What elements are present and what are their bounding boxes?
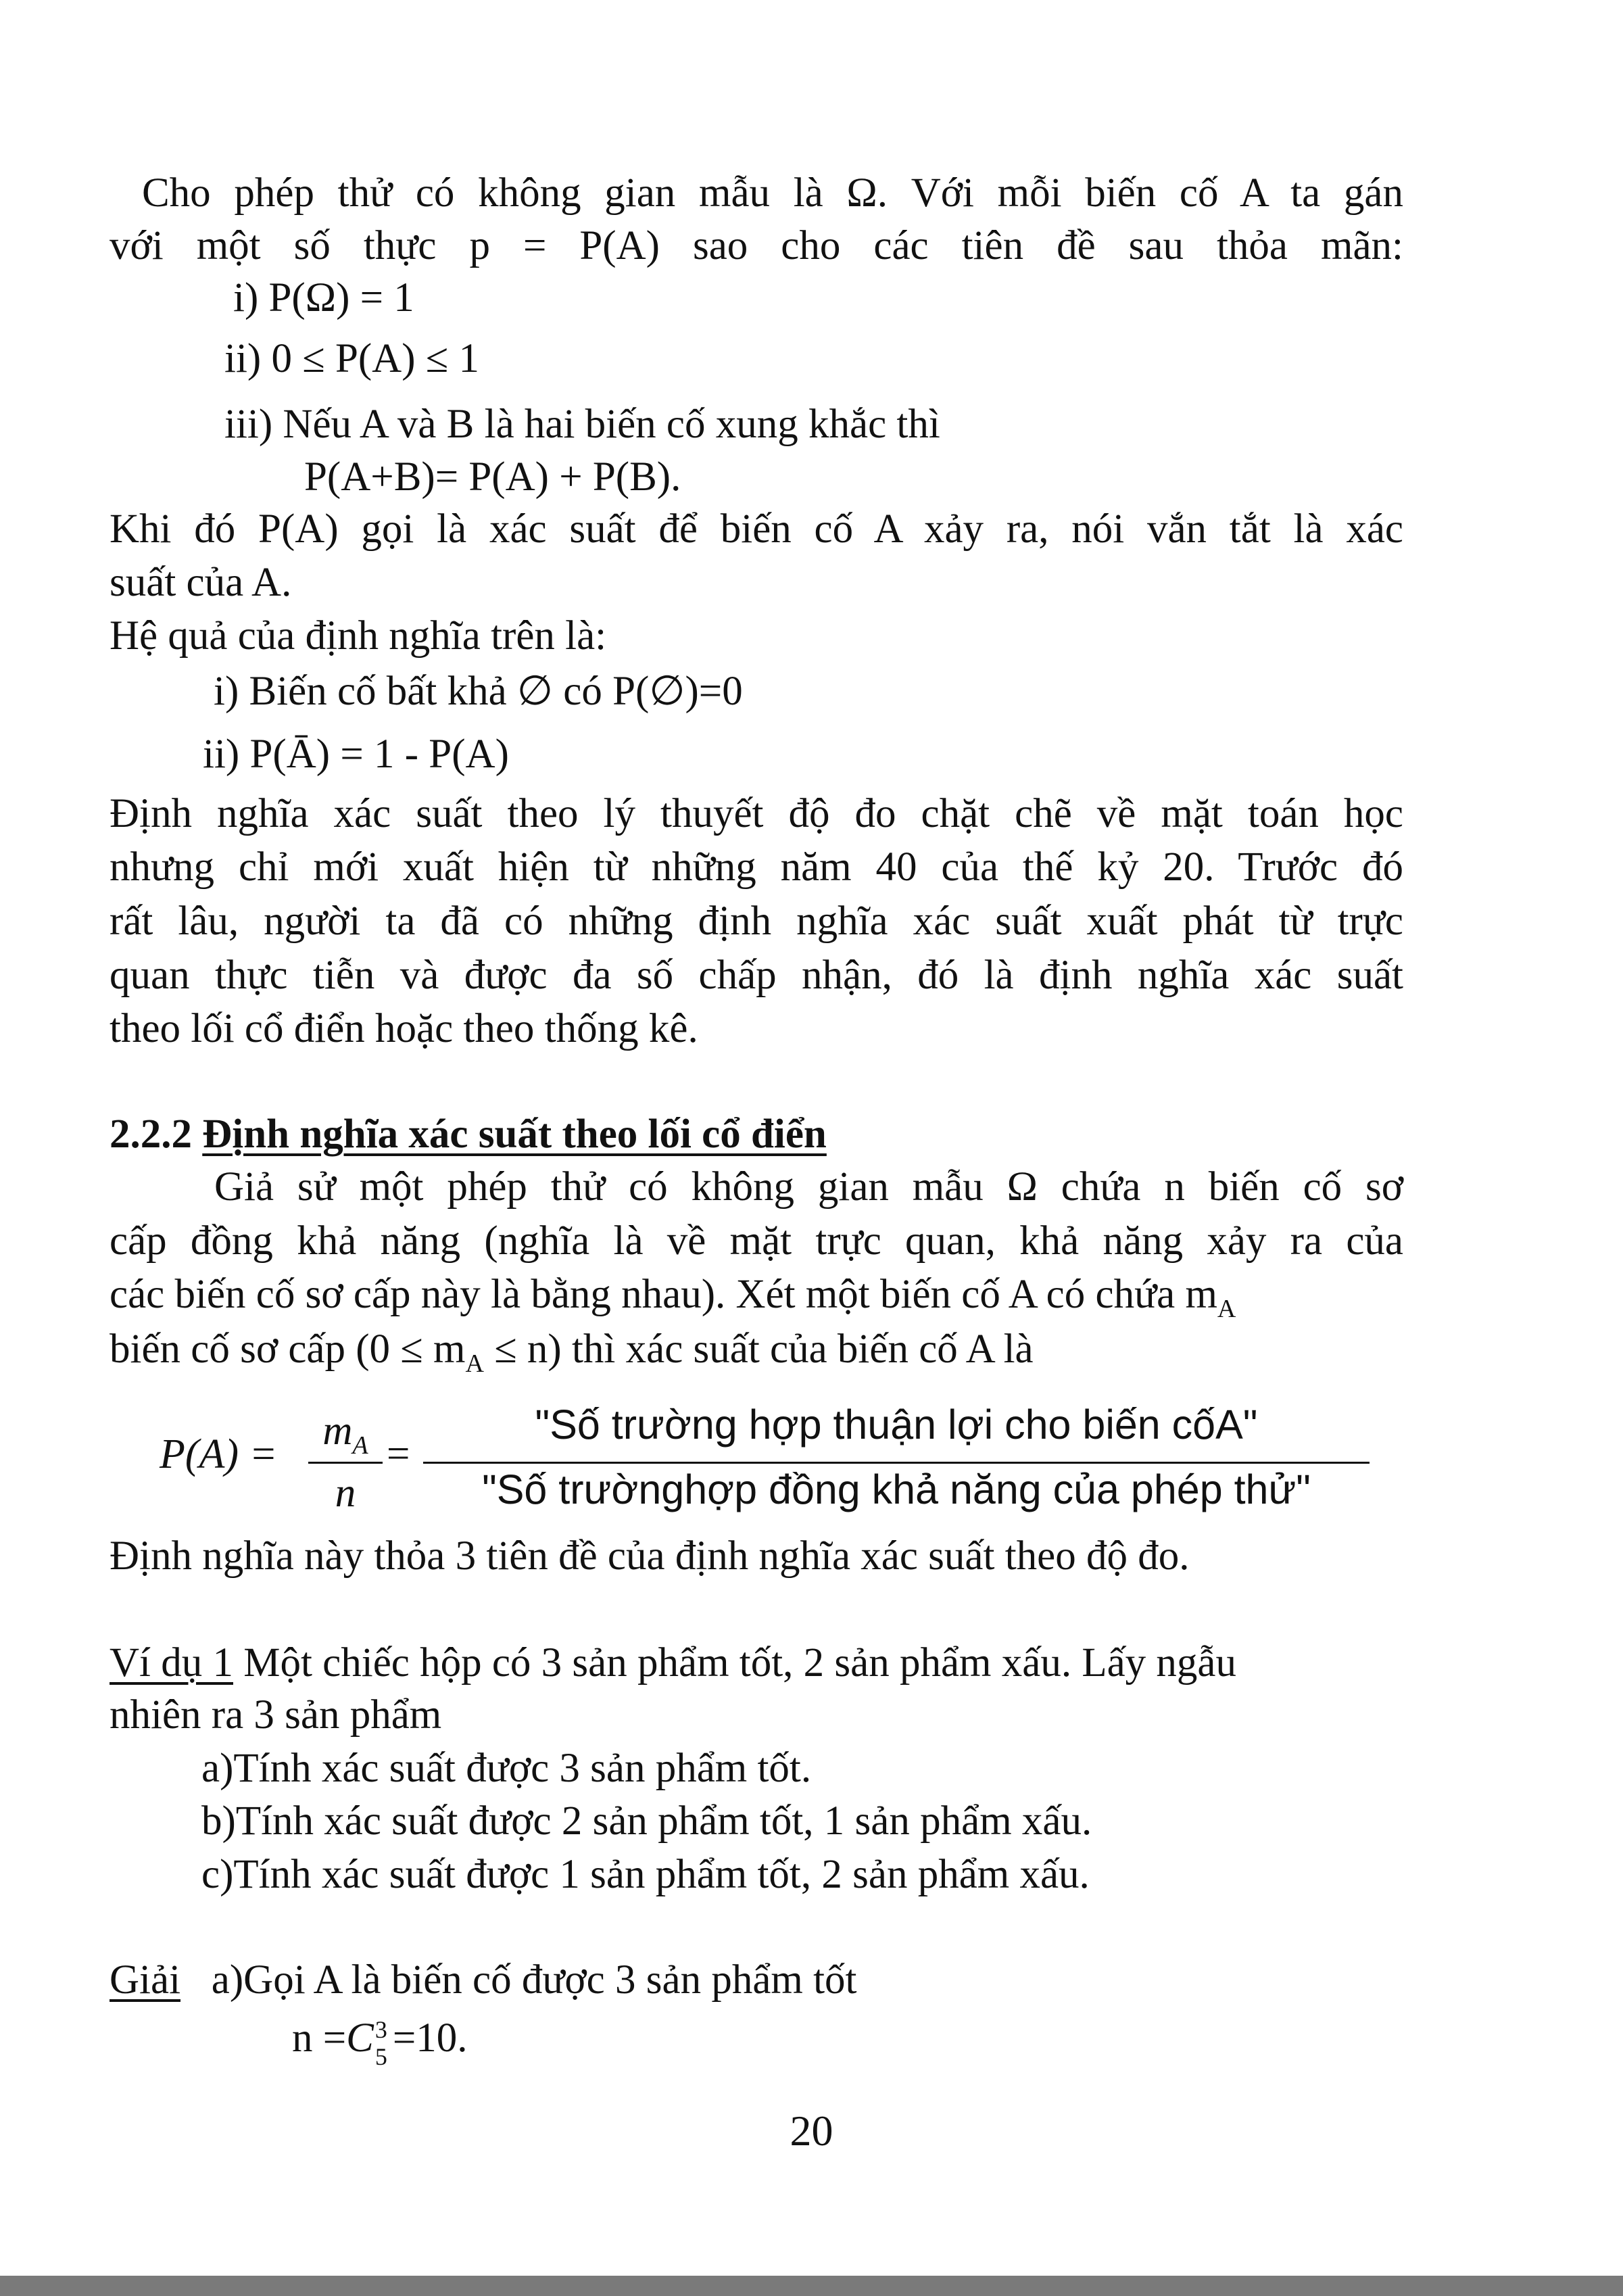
example-line-1: Ví dụ 1 Một chiếc hộp có 3 sản phẩm tốt, 2 sản phẩm xấu. Lấy ngẫu xyxy=(110,1640,1236,1685)
example-line-2: nhiên ra 3 sản phẩm xyxy=(110,1692,442,1738)
section-line-3: các biến cố sơ cấp này là bằng nhau). Xét một biến cố A có chứa $m_A$ xyxy=(110,1272,1236,1323)
corollary-1: i) Biến cố bất khả ∅ có P(∅)=0 xyxy=(214,669,743,714)
fraction-bar xyxy=(423,1462,1370,1464)
section-heading xyxy=(110,1110,827,1159)
axiom-2: ii) 0 ≤ P(A) ≤ 1 xyxy=(224,336,480,381)
example-part-a: a)Tính xác suất được 3 sản phẩm tốt. xyxy=(201,1746,812,1791)
example-part-b: b)Tính xác suất được 2 sản phẩm tốt, 1 sản phẩm xấu. xyxy=(201,1798,1092,1844)
classical-probability-formula xyxy=(160,1391,1376,1520)
fraction-verbal xyxy=(423,1391,1370,1520)
example-part-c: c)Tính xác suất được 1 sản phẩm tốt, 2 sản phẩm xấu. xyxy=(201,1852,1090,1897)
subscript: A xyxy=(1217,1295,1236,1323)
fraction-numerator: $m_A$ xyxy=(322,1408,368,1460)
paragraph-line: quan thực tiễn và được đa số chấp nhận, đó là định nghĩa xác suất xyxy=(110,953,1403,998)
paragraph-line: nhưng chỉ mới xuất hiện từ những năm 40 của thế kỷ 20. Trước đó xyxy=(110,844,1403,890)
formula-remark: Định nghĩa này thỏa 3 tiên đề của định nghĩa xác suất theo độ đo. xyxy=(110,1533,1190,1579)
paragraph-line: Định nghĩa xác suất theo lý thuyết độ đo chặt chẽ về mặt toán học xyxy=(110,791,1403,836)
fraction-m-over-n xyxy=(308,1391,383,1520)
fraction-denominator: n xyxy=(335,1470,356,1516)
bottom-edge-bar xyxy=(0,2276,1623,2296)
intro-line-3: Khi đó P(A) gọi là xác suất để biến cố A xảy ra, nói vắn tắt là xác xyxy=(110,506,1403,552)
section-line-1: Giả sử một phép thử có không gian mẫu Ω chứa n biến cố sơ xyxy=(214,1164,1403,1210)
axiom-3-formula: P(A+B)= P(A) + P(B). xyxy=(304,454,681,500)
equals-sign: = xyxy=(387,1431,410,1477)
paragraph-line: rất lâu, người ta đã có những định nghĩa xác suất xuất phát từ trực xyxy=(110,899,1403,944)
page-number: 20 xyxy=(790,2107,833,2155)
corollary-heading: Hệ quả của định nghĩa trên là: xyxy=(110,613,607,659)
solution-label: Giải xyxy=(110,1957,181,2003)
paragraph-line: theo lối cổ điển hoặc theo thống kê. xyxy=(110,1006,698,1051)
example-label: Ví dụ 1 xyxy=(110,1640,233,1685)
intro-line-4: suất của A. xyxy=(110,560,292,605)
formula-lhs: P(A) = xyxy=(160,1431,278,1477)
intro-line-2: với một số thực p = P(A) sao cho các tiên đề sau thỏa mãn: xyxy=(110,223,1403,268)
solution-line-2: n =C 3 5 =10. xyxy=(292,2015,468,2070)
section-line-4: biến cố sơ cấp $(0 \le m_A \le n)$ thì xác suất của biến cố A là xyxy=(110,1326,1034,1378)
solution-line-1: Giải a)Gọi A là biến cố được 3 sản phẩm tốt xyxy=(110,1957,857,2003)
axiom-1: i) P(Ω) = 1 xyxy=(233,275,414,320)
fraction-numerator-text: "Số trường hợp thuận lợi cho biến cốA" xyxy=(535,1402,1258,1448)
section-line-2: cấp đồng khả năng (nghĩa là về mặt trực quan, khả năng xảy ra của xyxy=(110,1218,1403,1264)
fraction-bar xyxy=(308,1462,383,1464)
fraction-denominator-text: "Số trườnghợp đồng khả năng của phép thử" xyxy=(482,1466,1311,1512)
section-title: Định nghĩa xác suất theo lối cổ điển xyxy=(202,1111,827,1157)
intro-line-1: Cho phép thử có không gian mẫu là Ω. Với mỗi biến cố A ta gán xyxy=(142,170,1403,216)
axiom-3: iii) Nếu A và B là hai biến cố xung khắc thì xyxy=(224,402,940,447)
subscript: A xyxy=(465,1349,484,1378)
corollary-2: ii) P(Ā) = 1 - P(A) xyxy=(203,732,509,777)
section-number: 2.2.2 xyxy=(110,1111,192,1157)
